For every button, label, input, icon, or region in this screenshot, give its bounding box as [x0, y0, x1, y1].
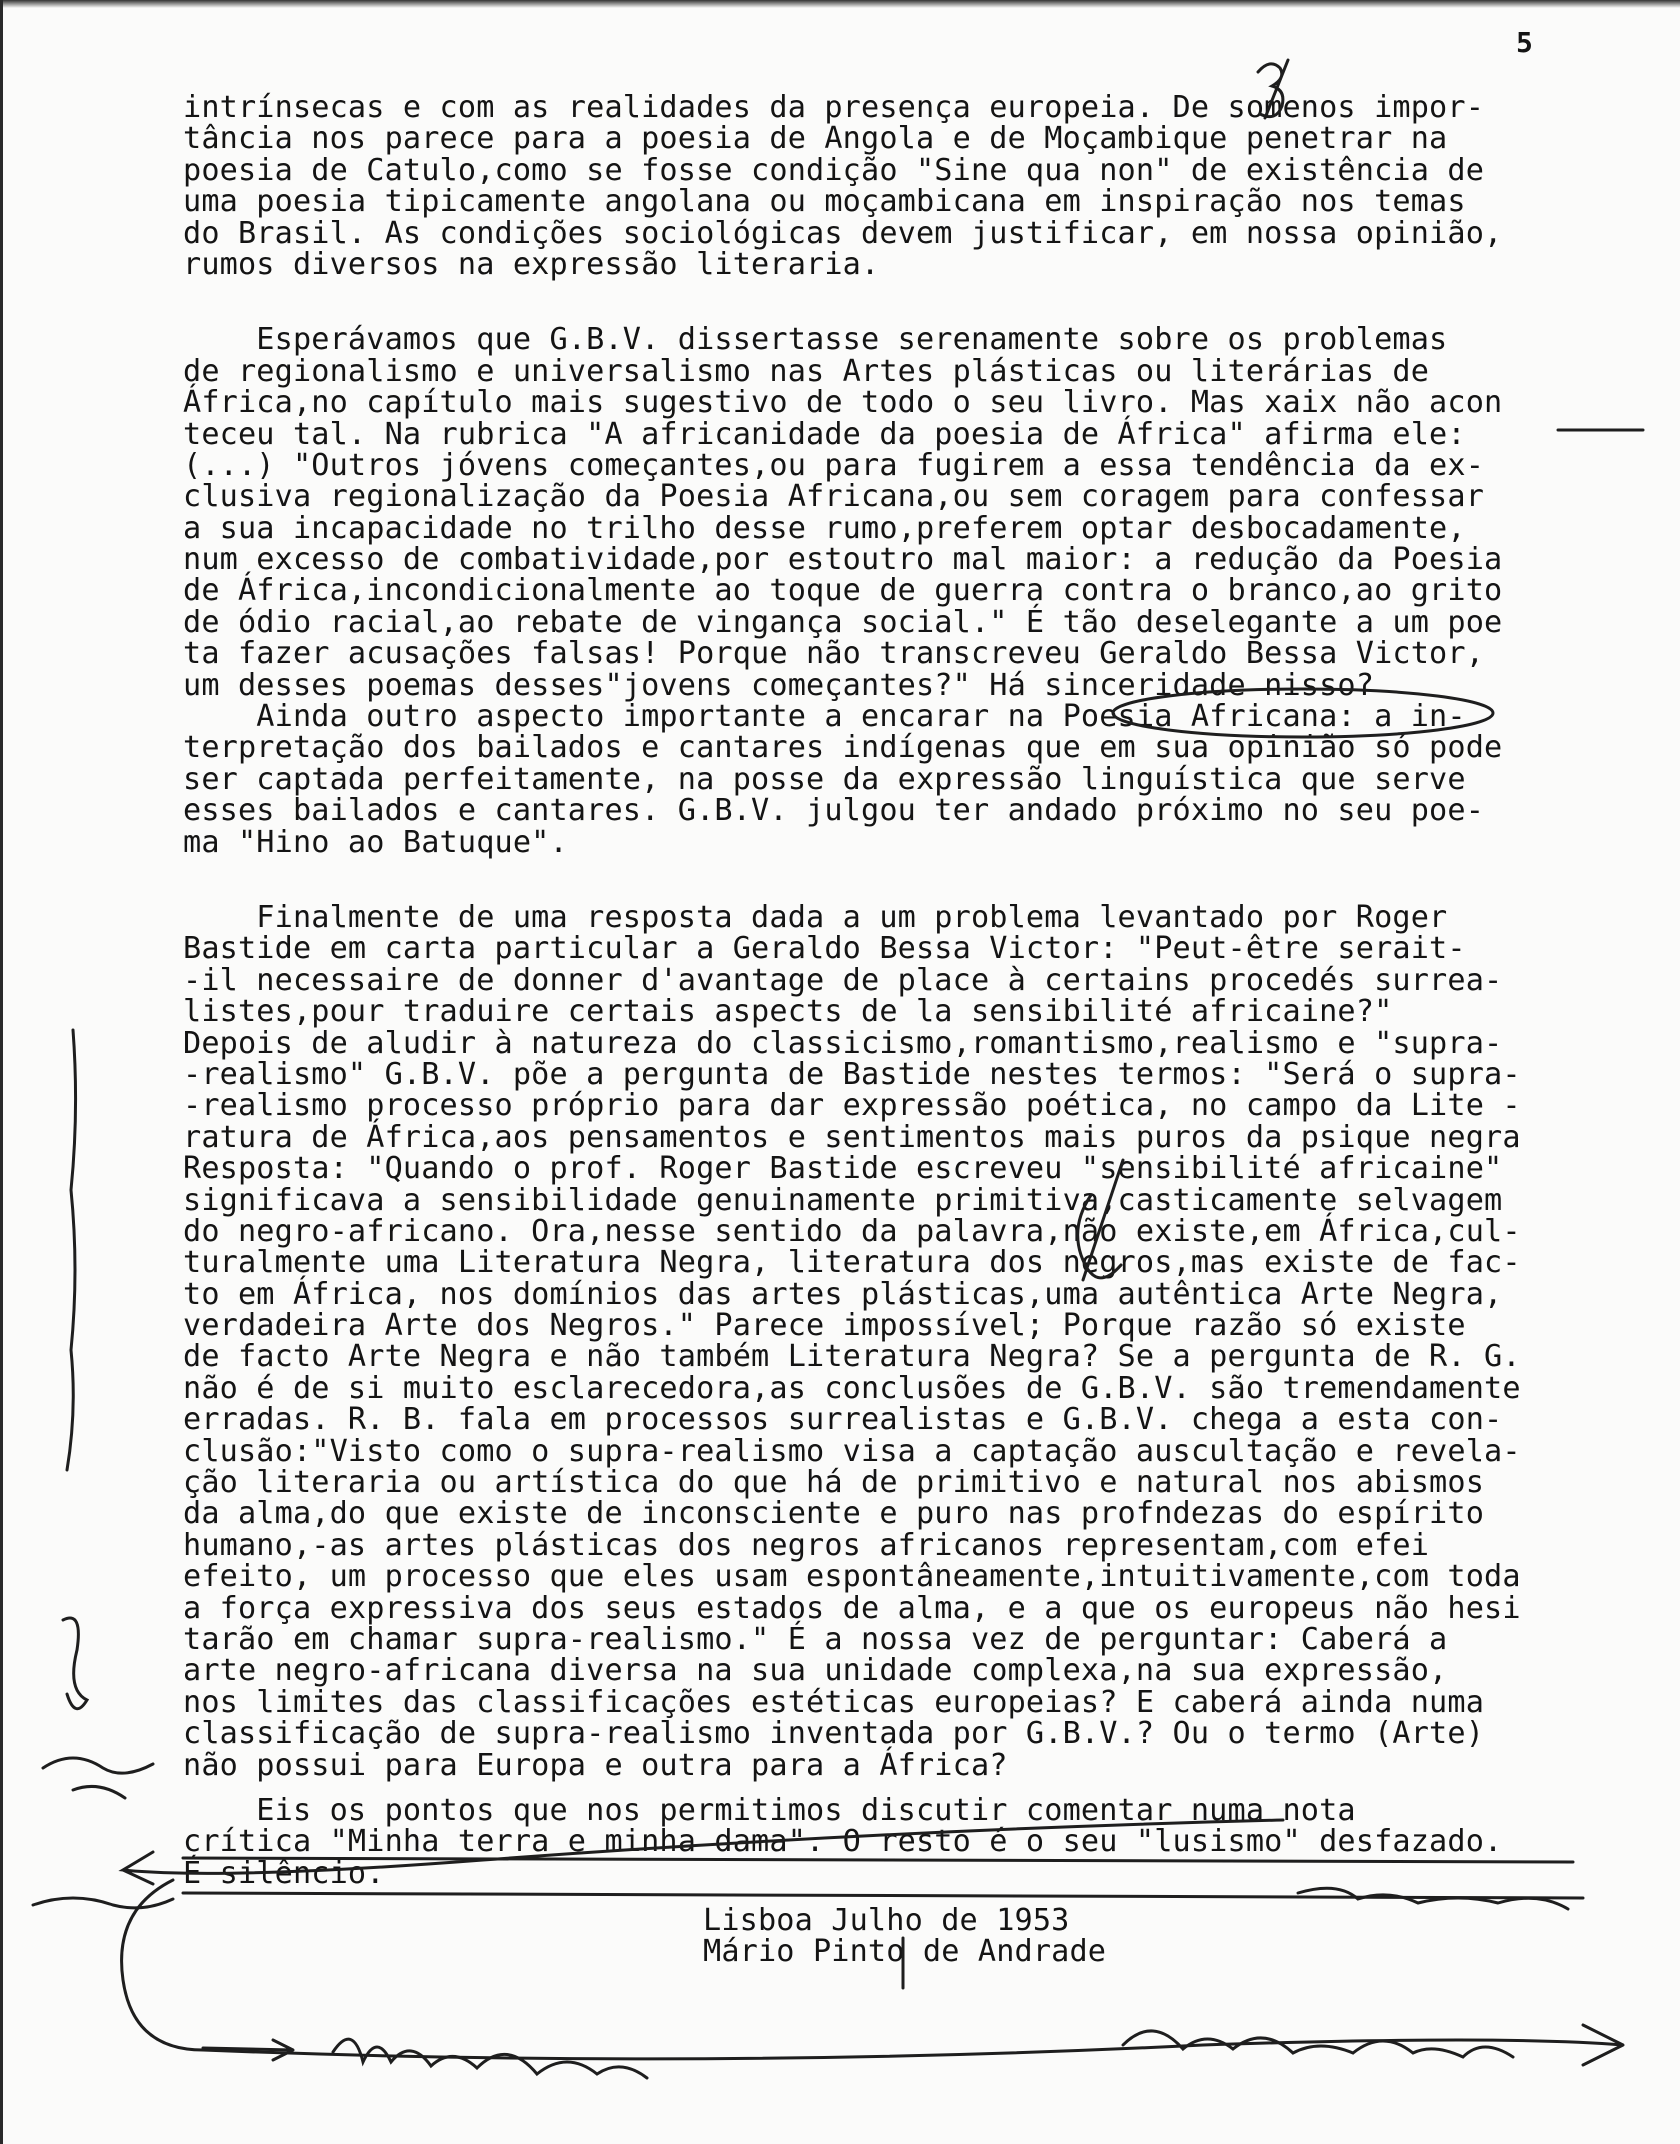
- signature-place-date: Lisboa Julho de 1953: [703, 1903, 1070, 1939]
- text-line: ta fazer acusações falsas! Porque não transcreveu Geraldo Bessa Victor,: [183, 636, 1485, 672]
- paragraph-1: [183, 92, 1623, 280]
- text-line: crítica "Minha terra e minha dama". O resto é o seu "lusismo" desfazado.: [183, 1824, 1503, 1860]
- text-line: Bastide em carta particular a Geraldo Bessa Victor: "Peut-être serait-: [183, 931, 1466, 967]
- text-line: tância nos parece para a poesia de Angola e de Moçambique penetrar na: [183, 121, 1448, 157]
- text-line: Resposta: "Quando o prof. Roger Bastide escreveu "sensibilité africaine": [183, 1151, 1503, 1187]
- text-line: verdadeira Arte dos Negros." Parece impossível; Porque razão só existe: [183, 1308, 1466, 1344]
- text-line: classificação de supra-realismo inventada por G.B.V.? Ou o termo (Arte): [183, 1716, 1485, 1752]
- text-line: listes,pour traduire certais aspects de la sensibilité africaine?": [183, 994, 1393, 1030]
- text-line: clusão:"Visto como o supra-realismo visa a captação auscultação e revela-: [183, 1433, 1521, 1469]
- text-line: significava a sensibilidade genuinamente primitiva,casticamente selvagem: [183, 1182, 1503, 1218]
- text-line: não possui para Europa e outra para a África?: [183, 1747, 1008, 1783]
- text-line: ção literaria ou artística do que há de primitivo e natural nos abismos: [183, 1465, 1485, 1501]
- text-line: turalmente uma Literatura Negra, literatura dos negros,mas existe de fac-: [183, 1245, 1521, 1281]
- typed-text-body: [183, 92, 1623, 1968]
- text-line: um desses poemas desses"jovens começantes?" Há sinceridade nisso?: [183, 667, 1375, 703]
- paragraph-3: [183, 701, 1623, 858]
- text-line: não é de si muito esclarecedora,as conclusões de G.B.V. são tremendamente: [183, 1370, 1521, 1406]
- text-line: tarão em chamar supra-realismo." É a nossa vez de perguntar: Caberá a: [183, 1621, 1448, 1657]
- text-line: de regionalismo e universalismo nas Artes plásticas ou literárias de: [183, 353, 1430, 389]
- text-line: poesia de Catulo,como se fosse condição "Sine qua non" de existência de: [183, 152, 1485, 188]
- text-line: uma poesia tipicamente angolana ou moçambicana em inspiração nos temas: [183, 184, 1466, 220]
- text-line: to em África, nos domínios das artes plásticas,uma autêntica Arte Negra,: [183, 1276, 1503, 1312]
- text-line: -realismo processo próprio para dar expressão poética, no campo da Lite -: [183, 1088, 1521, 1124]
- text-line: a sua incapacidade no trilho desse rumo,preferem optar desbocadamente,: [183, 510, 1466, 546]
- margin-scribble-3: [43, 1758, 153, 1798]
- text-line: Ainda outro aspecto importante a encarar na Poesia Africana: a in-: [183, 699, 1466, 735]
- scan-edge: [3, 0, 1680, 8]
- margin-scribble-1: [67, 1030, 76, 1470]
- text-line: teceu tal. Na rubrica "A africanidade da poesia de África" afirma ele:: [183, 416, 1466, 452]
- text-line: da alma,do que existe de inconsciente e puro nas profndezas do espírito: [183, 1496, 1485, 1532]
- text-line: erradas. R. B. fala em processos surrealistas e G.B.V. chega a esta con-: [183, 1402, 1503, 1438]
- text-line: de África,incondicionalmente ao toque de guerra contra o branco,ao grito: [183, 573, 1503, 609]
- text-line: clusiva regionalização da Poesia Africana,ou sem coragem para confessar: [183, 479, 1485, 515]
- text-line: de ódio racial,ao rebate de vingança social." É tão deselegante a um poe: [183, 604, 1503, 640]
- text-line: Depois de aludir à natureza do classicismo,romantismo,realismo e "supra-: [183, 1025, 1503, 1061]
- text-line: ma "Hino ao Batuque".: [183, 824, 568, 860]
- bottom-scribble-2: [1123, 2031, 1513, 2057]
- text-line: África,no capítulo mais sugestivo de todo o seu livro. Mas xaix não acon: [183, 385, 1503, 421]
- paragraph-2: [183, 324, 1623, 701]
- text-line: Finalmente de uma resposta dada a um problema levantado por Roger: [183, 899, 1448, 935]
- paragraph-4: [183, 899, 1623, 1783]
- text-line: de facto Arte Negra e não também Literatura Negra? Se a pergunta de R. G.: [183, 1339, 1521, 1375]
- text-line: intrínsecas e com as realidades da presença europeia. De somenos impor-: [183, 90, 1485, 125]
- signature-author: Mário Pinto de Andrade: [703, 1934, 1107, 1970]
- text-line: do negro-africano. Ora,nesse sentido da palavra,não existe,em África,cul-: [183, 1213, 1521, 1249]
- text-line: ser captada perfeitamente, na posse da expressão linguística que serve: [183, 761, 1466, 797]
- text-line: (...) "Outros jóvens começantes,ou para fugirem a essa tendência da ex-: [183, 447, 1485, 483]
- text-line: esses bailados e cantares. G.B.V. julgou ter andado próximo no seu poe-: [183, 793, 1485, 829]
- text-line: -il necessaire de donner d'avantage de place à certains procedés surrea-: [183, 962, 1503, 998]
- loop-left-scribble: [33, 1898, 173, 1908]
- paragraph-5: [183, 1792, 1623, 1891]
- text-line: nos limites das classificações estéticas europeias? E caberá ainda numa: [183, 1684, 1485, 1720]
- text-line: -realismo" G.B.V. põe a pergunta de Bastide nestes termos: "Será o supra-: [183, 1056, 1521, 1092]
- text-line: Esperávamos que G.B.V. dissertasse serenamente sobre os problemas: [183, 322, 1448, 358]
- text-line: arte negro-africana diversa na sua unidade complexa,na sua expressão,: [183, 1653, 1448, 1689]
- text-line: humano,-as artes plásticas dos negros africanos representam,com efei: [183, 1527, 1430, 1563]
- text-line: num excesso de combatividade,por estoutro mal maior: a redução da Poesia: [183, 542, 1503, 578]
- page-number: 5: [1516, 26, 1533, 59]
- bottom-arrow: [203, 2040, 293, 2060]
- text-line: Eis os pontos que nos permitimos discutir comentar numa nota: [183, 1792, 1356, 1828]
- signature-block: [703, 1905, 1623, 1968]
- margin-scribble-2: [63, 1618, 87, 1709]
- bottom-scribble-1: [333, 2039, 647, 2078]
- text-line: do Brasil. As condições sociológicas devem justificar, em nossa opinião,: [183, 215, 1503, 251]
- text-line: É silêncio.: [183, 1855, 385, 1891]
- text-line: ratura de África,aos pensamentos e sentimentos mais puros da psique negra: [183, 1119, 1521, 1155]
- text-line: a força expressiva dos seus estados de alma, e a que os europeus não hesi: [183, 1590, 1521, 1626]
- text-line: terpretação dos bailados e cantares indígenas que em sua opinião só pode: [183, 730, 1503, 766]
- text-line: efeito, um processo que eles usam espontâneamente,intuitivamente,com toda: [183, 1559, 1521, 1595]
- text-line: rumos diversos na expressão literaria.: [183, 246, 880, 282]
